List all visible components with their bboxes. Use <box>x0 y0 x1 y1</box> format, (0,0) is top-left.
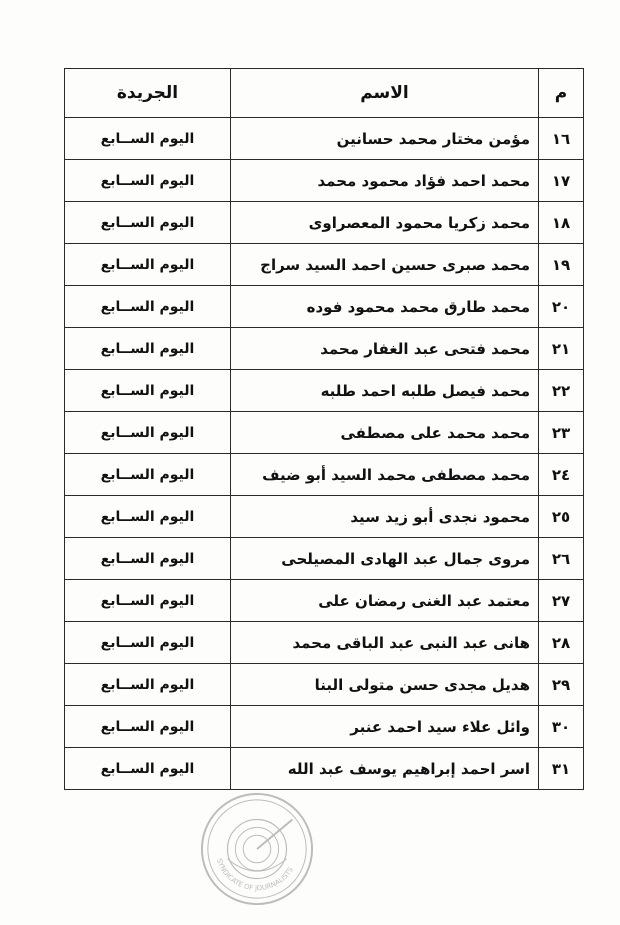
newspaper-name: اليوم الســابع <box>65 160 231 202</box>
member-name: محمد صبرى حسين احمد السيد سراج <box>231 244 539 286</box>
column-header-number: م <box>539 69 584 118</box>
newspaper-name: اليوم الســابع <box>65 244 231 286</box>
row-number: ٢٤ <box>539 454 584 496</box>
newspaper-name: اليوم الســابع <box>65 412 231 454</box>
row-number: ٢٣ <box>539 412 584 454</box>
row-number: ٢٥ <box>539 496 584 538</box>
table-body <box>65 118 584 790</box>
newspaper-name: اليوم الســابع <box>65 706 231 748</box>
newspaper-name: اليوم الســابع <box>65 202 231 244</box>
table-row <box>65 496 584 538</box>
table-row <box>65 328 584 370</box>
table-row <box>65 538 584 580</box>
svg-text:SYNDICATE OF JOURNALISTS: SYNDICATE OF JOURNALISTS <box>215 857 295 893</box>
member-name: محمد مصطفى محمد السيد أبو ضيف <box>231 454 539 496</box>
member-name: اسر احمد إبراهيم يوسف عبد الله <box>231 748 539 790</box>
table-row <box>65 286 584 328</box>
member-name: محمد محمد على مصطفى <box>231 412 539 454</box>
member-name: محمد طارق محمد محمود فوده <box>231 286 539 328</box>
newspaper-name: اليوم الســابع <box>65 622 231 664</box>
column-header-name: الاسم <box>231 69 539 118</box>
member-name: محمود نجدى أبو زيد سيد <box>231 496 539 538</box>
row-number: ٢٧ <box>539 580 584 622</box>
member-name: محمد فتحى عبد الغفار محمد <box>231 328 539 370</box>
newspaper-name: اليوم الســابع <box>65 664 231 706</box>
table-header-row <box>65 69 584 118</box>
row-number: ٣٠ <box>539 706 584 748</box>
row-number: ١٨ <box>539 202 584 244</box>
member-name: محمد فيصل طلبه احمد طلبه <box>231 370 539 412</box>
newspaper-name: اليوم الســابع <box>65 580 231 622</box>
newspaper-name: اليوم الســابع <box>65 538 231 580</box>
row-number: ٣١ <box>539 748 584 790</box>
table-row <box>65 706 584 748</box>
newspaper-name: اليوم الســابع <box>65 748 231 790</box>
row-number: ١٦ <box>539 118 584 160</box>
member-name: مؤمن مختار محمد حسانين <box>231 118 539 160</box>
member-name: مروى جمال عبد الهادى المصيلحى <box>231 538 539 580</box>
row-number: ٢١ <box>539 328 584 370</box>
table-row <box>65 580 584 622</box>
newspaper-name: اليوم الســابع <box>65 370 231 412</box>
row-number: ١٧ <box>539 160 584 202</box>
journalists-table <box>64 68 584 790</box>
row-number: ٢٢ <box>539 370 584 412</box>
table-row <box>65 202 584 244</box>
newspaper-name: اليوم الســابع <box>65 496 231 538</box>
syndicate-seal-stamp <box>198 790 316 908</box>
member-name: هانى عبد النبى عبد الباقى محمد <box>231 622 539 664</box>
newspaper-name: اليوم الســابع <box>65 286 231 328</box>
table-row <box>65 622 584 664</box>
member-name: وائل علاء سيد احمد عنبر <box>231 706 539 748</box>
member-name: محمد زكريا محمود المعصراوى <box>231 202 539 244</box>
row-number: ٢٨ <box>539 622 584 664</box>
member-name: معتمد عبد الغنى رمضان على <box>231 580 539 622</box>
column-header-newspaper: الجريدة <box>65 69 231 118</box>
row-number: ٢٩ <box>539 664 584 706</box>
table-row <box>65 412 584 454</box>
table-row <box>65 370 584 412</box>
table-row <box>65 664 584 706</box>
row-number: ٢٠ <box>539 286 584 328</box>
member-name: محمد احمد فؤاد محمود محمد <box>231 160 539 202</box>
table-row <box>65 118 584 160</box>
row-number: ٢٦ <box>539 538 584 580</box>
newspaper-name: اليوم الســابع <box>65 118 231 160</box>
table-row <box>65 160 584 202</box>
table-row <box>65 454 584 496</box>
newspaper-name: اليوم الســابع <box>65 328 231 370</box>
row-number: ١٩ <box>539 244 584 286</box>
table-row <box>65 748 584 790</box>
newspaper-name: اليوم الســابع <box>65 454 231 496</box>
member-name: هديل مجدى حسن متولى البنا <box>231 664 539 706</box>
table-row <box>65 244 584 286</box>
